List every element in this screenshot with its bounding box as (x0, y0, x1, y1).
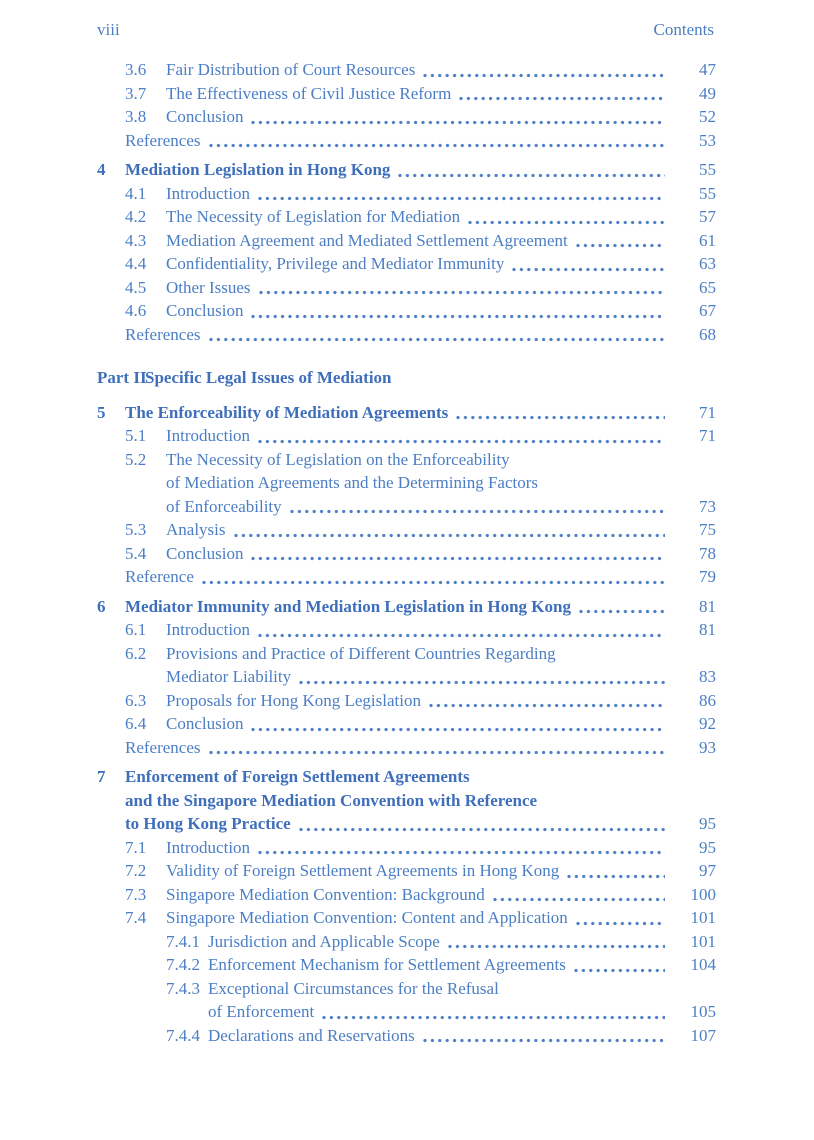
entry-title (166, 883, 668, 907)
table-of-contents (97, 58, 716, 1047)
entry-title (166, 252, 668, 276)
toc-entry (97, 883, 716, 907)
entry-page-number: 68 (699, 324, 716, 344)
toc-entry (97, 859, 716, 883)
entry-title-text: Other Issues (166, 277, 251, 297)
entry-title-line (166, 424, 668, 448)
dot-leader (428, 703, 665, 708)
entry-number: 6.4 (125, 714, 147, 733)
entry-title (166, 542, 668, 566)
entry-title-text: References (125, 130, 201, 150)
toc-entry (97, 1024, 716, 1048)
entry-title-line (208, 1024, 668, 1048)
dot-leader (492, 897, 665, 902)
dot-leader (575, 243, 665, 248)
toc-entry (97, 424, 716, 448)
entry-title-text: Singapore Mediation Convention: Background (166, 884, 485, 904)
entry-number: 5 (97, 402, 106, 422)
entry-title-line (166, 518, 668, 542)
entry-title (125, 158, 668, 182)
entry-number: 7 (97, 767, 106, 786)
entry-page-number: 52 (699, 107, 716, 126)
entry-page-number: 47 (699, 60, 716, 79)
entry-title-line (125, 765, 668, 789)
entry-title-line (208, 930, 668, 954)
toc-entry (97, 448, 716, 519)
entry-title (125, 765, 668, 836)
entry-title-text: The Necessity of Legislation for Mediation (166, 207, 461, 226)
running-head-title: Contents (653, 20, 714, 39)
dot-leader (422, 1038, 665, 1043)
entry-title (145, 366, 668, 390)
entry-title-line (166, 618, 668, 642)
dot-leader (208, 337, 665, 342)
entry-title-text: Mediation Legislation in Hong Kong (125, 160, 391, 179)
entry-page-number: 71 (699, 426, 716, 445)
entry-title-line (166, 105, 668, 129)
entry-title-line (166, 542, 668, 566)
entry-number: 7.4.3 (166, 978, 200, 998)
entry-title-line (125, 129, 668, 153)
entry-page-number: 78 (699, 543, 716, 563)
toc-entry (97, 299, 716, 323)
entry-number: 4.6 (125, 301, 147, 320)
entry-title-text: Conclusion (166, 543, 244, 563)
entry-title-text: Conclusion (166, 107, 244, 126)
dot-leader (397, 173, 665, 178)
dot-leader (298, 827, 665, 832)
toc-entry (97, 229, 716, 253)
folio-page-label: viii (97, 20, 120, 39)
entry-title-text: Introduction (166, 426, 251, 445)
entry-page-number: 67 (699, 301, 716, 320)
toc-entry (97, 906, 716, 930)
entry-title-line (166, 299, 668, 323)
entry-page-number: 92 (699, 714, 716, 733)
toc-entry (97, 565, 716, 589)
entry-title (166, 58, 668, 82)
entry-page-number: 71 (699, 402, 716, 422)
entry-title-text: The Enforceability of Mediation Agreements (125, 402, 449, 422)
entry-title (166, 299, 668, 323)
entry-title-text: Analysis (166, 520, 226, 539)
dot-leader (258, 290, 665, 295)
entry-number: 4.4 (125, 254, 147, 273)
running-header (97, 18, 714, 41)
entry-number: 4 (97, 160, 106, 179)
entry-number: 7.3 (125, 884, 147, 904)
entry-title (166, 906, 668, 930)
entry-title (125, 323, 668, 347)
toc-entry (97, 689, 716, 713)
entry-title-text: to Hong Kong Practice (125, 814, 291, 833)
entry-title-text: of Enforceability (166, 496, 282, 516)
entry-title (125, 595, 668, 619)
entry-page-number: 75 (699, 520, 716, 539)
entry-page-number: 49 (699, 83, 716, 103)
entry-title-text: Singapore Mediation Convention: Content and Application (166, 908, 568, 927)
entry-number: 6.1 (125, 620, 147, 639)
entry-title (166, 105, 668, 129)
entry-title (166, 518, 668, 542)
dot-leader (578, 609, 665, 614)
entry-title-line (166, 495, 668, 519)
toc-entry (97, 58, 716, 82)
entry-title-text: Validity of Foreign Settlement Agreements in Hong Kong (166, 861, 560, 880)
entry-title (208, 953, 668, 977)
entry-title-line (166, 252, 668, 276)
entry-title-line (125, 158, 668, 182)
entry-title (166, 182, 668, 206)
entry-title-line (125, 565, 668, 589)
entry-page-number: 81 (699, 596, 716, 616)
entry-title-line (166, 859, 668, 883)
entry-title-line (166, 448, 668, 472)
entry-page-number: 101 (690, 908, 716, 927)
entry-title (166, 642, 668, 689)
dot-leader (467, 220, 665, 225)
entry-title-line (166, 665, 668, 689)
dot-leader (447, 944, 665, 949)
toc-entry (97, 518, 716, 542)
entry-title-line (125, 323, 668, 347)
toc-entry (97, 542, 716, 566)
toc-entry (97, 618, 716, 642)
entry-title (125, 565, 668, 589)
dot-leader (511, 267, 665, 272)
dot-leader (201, 580, 665, 585)
dot-leader (208, 143, 665, 148)
entry-number: 4.1 (125, 183, 147, 203)
entry-number: 7.4.2 (166, 955, 200, 974)
entry-title-line (208, 977, 668, 1001)
toc-entry (97, 182, 716, 206)
entry-title (166, 276, 668, 300)
toc-entry (97, 205, 716, 229)
toc-entry (97, 765, 716, 836)
entry-title-text: Mediation Agreement and Mediated Settlement Agreement (166, 230, 568, 250)
dot-leader (208, 750, 665, 755)
dot-leader (257, 850, 665, 855)
toc-entry (97, 712, 716, 736)
toc-entry (97, 930, 716, 954)
entry-page-number: 105 (690, 1002, 716, 1021)
entry-title (125, 129, 668, 153)
entry-title-line (166, 471, 668, 495)
entry-title-line (208, 1000, 668, 1024)
entry-title-text: Fair Distribution of Court Resources (166, 60, 416, 79)
toc-entry (97, 642, 716, 689)
entry-title-line (166, 836, 668, 860)
entry-title-text: Conclusion (166, 714, 244, 733)
entry-page-number: 79 (699, 567, 716, 586)
entry-number: 3.8 (125, 107, 147, 126)
dot-leader (250, 727, 665, 732)
toc-entry (97, 252, 716, 276)
entry-title-text: Exceptional Circumstances for the Refusal (208, 978, 499, 998)
entry-page-number: 73 (699, 496, 716, 516)
dot-leader (257, 439, 665, 444)
dot-leader (321, 1015, 665, 1020)
entry-title (166, 836, 668, 860)
toc-entry (97, 323, 716, 347)
entry-page-number: 83 (699, 667, 716, 686)
entry-title-line (166, 906, 668, 930)
entry-title-text: Reference (125, 567, 194, 586)
toc-entry (97, 977, 716, 1024)
entry-title-line (166, 689, 668, 713)
toc-part-heading (97, 366, 716, 390)
dot-leader (250, 314, 665, 319)
entry-title-text: Mediator Immunity and Mediation Legislation in Hong Kong (125, 596, 571, 616)
entry-title-text: The Effectiveness of Civil Justice Reform (166, 83, 452, 103)
entry-title (208, 1024, 668, 1048)
entry-title (166, 712, 668, 736)
entry-title (166, 448, 668, 519)
entry-number: 6 (97, 596, 106, 616)
entry-page-number: 101 (690, 931, 716, 951)
entry-title (166, 424, 668, 448)
entry-number: 3.6 (125, 60, 147, 79)
entry-title (125, 736, 668, 760)
entry-number: 5.4 (125, 543, 147, 563)
entry-number: 5.2 (125, 449, 147, 469)
entry-title-text: Conclusion (166, 301, 244, 320)
dot-leader (575, 921, 665, 926)
entry-number: 6.3 (125, 690, 147, 710)
entry-page-number: 86 (699, 690, 716, 710)
entry-title-line (166, 883, 668, 907)
entry-title-text: Mediator Liability (166, 667, 292, 686)
entry-title-line (125, 595, 668, 619)
entry-page-number: 93 (699, 737, 716, 757)
entry-title-line (166, 229, 668, 253)
entry-title-line (166, 276, 668, 300)
toc-entry (97, 158, 716, 182)
toc-entry (97, 595, 716, 619)
entry-title-text: Introduction (166, 620, 251, 639)
entry-page-number: 107 (690, 1025, 716, 1045)
entry-number: 5.3 (125, 520, 147, 539)
dot-leader (289, 509, 665, 514)
dot-leader (250, 120, 665, 125)
entry-title-line (166, 58, 668, 82)
entry-title-text: References (125, 324, 201, 344)
entry-title-line (166, 182, 668, 206)
entry-title-line (145, 366, 668, 390)
entry-number: 7.4 (125, 908, 147, 927)
entry-title (208, 977, 668, 1024)
entry-number: 4.3 (125, 230, 147, 250)
entry-title-text: References (125, 737, 201, 757)
toc-entry (97, 836, 716, 860)
entry-title-line (125, 736, 668, 760)
entry-number: 3.7 (125, 83, 147, 103)
entry-title (166, 229, 668, 253)
dot-leader (573, 968, 665, 973)
dot-leader (298, 680, 665, 685)
toc-entry (97, 276, 716, 300)
entry-page-number: 61 (699, 230, 716, 250)
entry-title-line (166, 642, 668, 666)
entry-title-text: Jurisdiction and Applicable Scope (208, 931, 440, 951)
entry-title (166, 205, 668, 229)
toc-entry (97, 953, 716, 977)
entry-number: 7.4.4 (166, 1025, 200, 1045)
entry-title-line (125, 401, 668, 425)
entry-page-number: 95 (699, 814, 716, 833)
toc-entry (97, 401, 716, 425)
dot-leader (455, 415, 665, 420)
entry-title-text: and the Singapore Mediation Convention with Reference (125, 790, 538, 810)
entry-title (166, 82, 668, 106)
entry-title-text: Introduction (166, 837, 251, 857)
entry-page-number: 95 (699, 837, 716, 857)
entry-number: 7.4.1 (166, 931, 200, 951)
entry-title-text: Provisions and Practice of Different Countries Regarding (166, 643, 556, 663)
entry-title-text: Enforcement Mechanism for Settlement Agreements (208, 955, 566, 974)
entry-title-text: The Necessity of Legislation on the Enforceability (166, 449, 510, 469)
entry-title-text: Enforcement of Foreign Settlement Agreements (125, 767, 470, 786)
entry-number: Part II (97, 368, 147, 387)
entry-title-text: of Enforcement (208, 1002, 315, 1021)
entry-title-line (166, 205, 668, 229)
entry-title-text: Declarations and Reservations (208, 1025, 415, 1045)
entry-page-number: 97 (699, 861, 716, 880)
dot-leader (233, 533, 666, 538)
dot-leader (566, 874, 665, 879)
dot-leader (422, 73, 665, 78)
entry-title-line (166, 82, 668, 106)
entry-page-number: 55 (699, 160, 716, 179)
entry-number: 7.2 (125, 861, 147, 880)
toc-entry (97, 736, 716, 760)
toc-entry (97, 105, 716, 129)
entry-title (166, 689, 668, 713)
entry-title-line (125, 789, 668, 813)
entry-page-number: 63 (699, 254, 716, 273)
toc-entry (97, 82, 716, 106)
dot-leader (257, 633, 665, 638)
entry-page-number: 55 (699, 183, 716, 203)
entry-title-line (166, 712, 668, 736)
entry-title-text: Confidentiality, Privilege and Mediator Immunity (166, 254, 505, 273)
entry-page-number: 81 (699, 620, 716, 639)
entry-title-text: Introduction (166, 183, 251, 203)
dot-leader (257, 196, 665, 201)
entry-title-line (125, 812, 668, 836)
dot-leader (458, 96, 665, 101)
entry-title (166, 618, 668, 642)
entry-page-number: 57 (699, 207, 716, 226)
entry-page-number: 65 (699, 277, 716, 297)
entry-page-number: 53 (699, 130, 716, 150)
entry-title-text: Specific Legal Issues of Mediation (145, 368, 392, 387)
entry-title (125, 401, 668, 425)
entry-title-text: of Mediation Agreements and the Determining Factors (166, 473, 539, 492)
entry-number: 6.2 (125, 643, 147, 663)
entry-number: 7.1 (125, 837, 147, 857)
entry-number: 4.2 (125, 207, 147, 226)
dot-leader (250, 556, 665, 561)
toc-entry (97, 129, 716, 153)
entry-title-text: Proposals for Hong Kong Legislation (166, 690, 421, 710)
entry-number: 4.5 (125, 277, 147, 297)
entry-title (166, 859, 668, 883)
entry-title (208, 930, 668, 954)
entry-page-number: 104 (690, 955, 716, 974)
entry-number: 5.1 (125, 426, 147, 445)
entry-page-number: 100 (690, 884, 716, 904)
entry-title-line (208, 953, 668, 977)
